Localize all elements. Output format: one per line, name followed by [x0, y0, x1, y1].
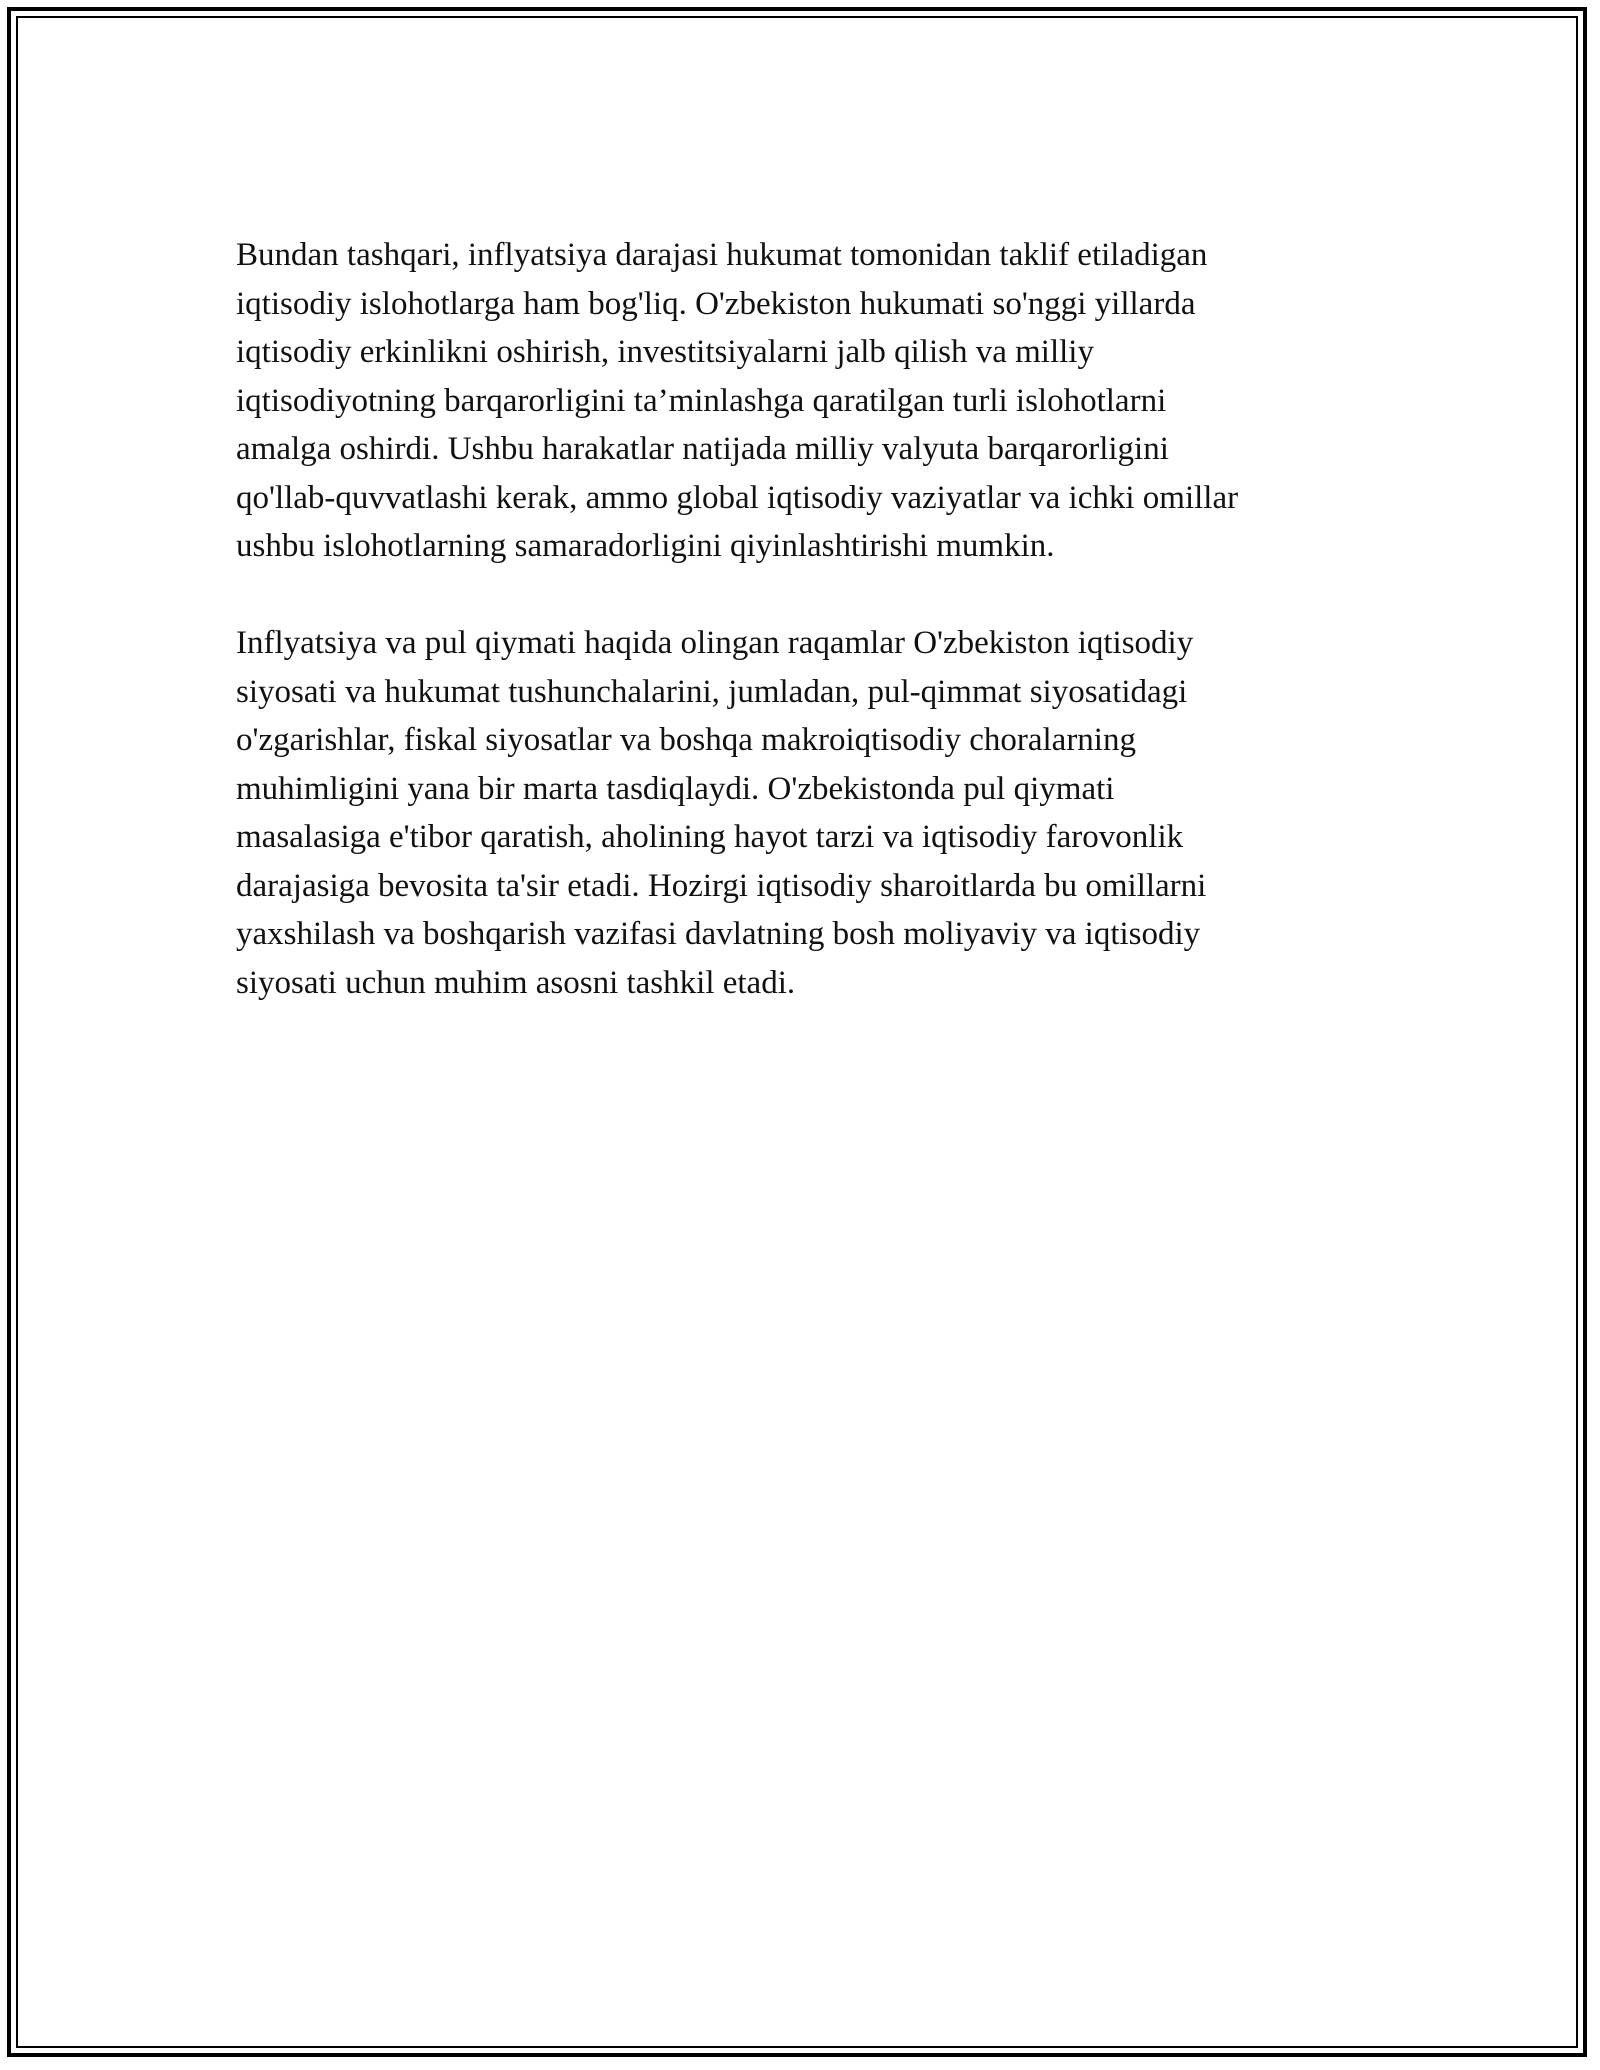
paragraph-2: [236, 619, 1376, 1007]
text-line: amalga oshirdi. Ushbu harakatlar natijada milliy valyuta barqarorligini: [236, 431, 1169, 467]
text-line: Inflyatsiya va pul qiymati haqida olingan raqamlar O'zbekiston iqtisodiy: [236, 625, 1194, 661]
text-line: muhimligini yana bir marta tasdiqlaydi. O'zbekistonda pul qiymati: [236, 770, 1115, 807]
text-line: iqtisodiy erkinlikni oshirish, investitsiyalarni jalb qilish va milliy: [236, 334, 1094, 370]
text-line: darajasiga bevosita ta'sir etadi. Hozirgi iqtisodiy sharoitlarda bu omillarni: [236, 867, 1207, 904]
text-line: ushbu islohotlarning samaradorligini qiyinlashtirishi mumkin.: [236, 528, 1055, 564]
text-line: Bundan tashqari, inflyatsiya darajasi hukumat tomonidan taklif etiladigan: [236, 237, 1208, 273]
text-line: iqtisodiyotning barqarorligini ta’minlashga qaratilgan turli islohotlarni: [236, 382, 1167, 419]
text-line: qo'llab-quvvatlashi kerak, ammo global iqtisodiy vaziyatlar va ichki omillar: [236, 479, 1239, 516]
text-line: siyosati va hukumat tushunchalarini, jumladan, pul-qimmat siyosatidagi: [236, 673, 1188, 710]
text-line: siyosati uchun muhim asosni tashkil etadi.: [236, 964, 796, 1001]
text-line: masalasiga e'tibor qaratish, aholining hayot tarzi va iqtisodiy farovonlik: [236, 819, 1184, 855]
paragraph-1: [236, 231, 1376, 571]
document-body: [236, 231, 1376, 1056]
text-line: o'zgarishlar, fiskal siyosatlar va boshqa makroiqtisodiy choralarning: [236, 722, 1136, 758]
text-line: iqtisodiy islohotlarga ham bog'liq. O'zbekiston hukumati so'nggi yillarda: [236, 285, 1196, 322]
text-line: yaxshilash va boshqarish vazifasi davlatning bosh moliyaviy va iqtisodiy: [236, 916, 1201, 952]
